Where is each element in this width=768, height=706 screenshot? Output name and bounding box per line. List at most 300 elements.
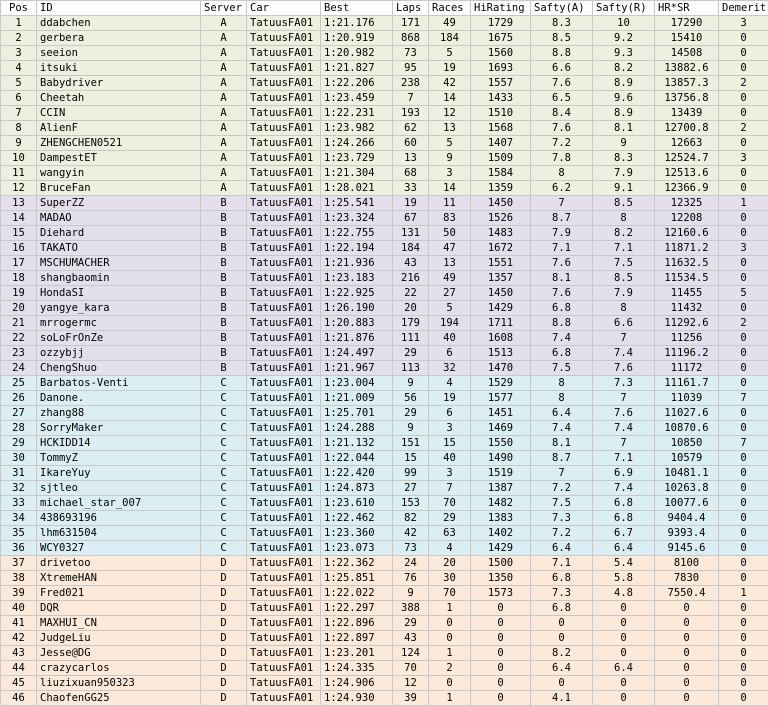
table-row bbox=[1, 226, 768, 241]
cell-safty-a: 7 bbox=[531, 466, 593, 481]
cell-car: TatuusFA01 bbox=[247, 46, 321, 61]
cell-best: 1:23.360 bbox=[321, 526, 393, 541]
cell-hirating: 1469 bbox=[471, 421, 531, 436]
cell-server: C bbox=[201, 466, 247, 481]
cell-safty-r: 7.1 bbox=[593, 241, 655, 256]
cell-hirating: 1577 bbox=[471, 391, 531, 406]
cell-server: A bbox=[201, 151, 247, 166]
cell-id: crazycarlos bbox=[37, 661, 201, 676]
table-row bbox=[1, 631, 768, 646]
cell-safty-r: 7.4 bbox=[593, 346, 655, 361]
cell-best: 1:21.132 bbox=[321, 436, 393, 451]
cell-laps: 99 bbox=[393, 466, 429, 481]
cell-car: TatuusFA01 bbox=[247, 451, 321, 466]
cell-server: A bbox=[201, 31, 247, 46]
cell-server: C bbox=[201, 376, 247, 391]
cell-races: 49 bbox=[429, 16, 471, 31]
cell-safty-r: 0 bbox=[593, 691, 655, 706]
cell-safty-a: 6.4 bbox=[531, 541, 593, 556]
cell-races: 13 bbox=[429, 256, 471, 271]
cell-hr-sr: 12663 bbox=[655, 136, 719, 151]
cell-id: sjtleo bbox=[37, 481, 201, 496]
cell-safty-a: 7.1 bbox=[531, 241, 593, 256]
col-header-hirating: HiRating bbox=[471, 1, 531, 16]
cell-pos: 22 bbox=[1, 331, 37, 346]
cell-laps: 9 bbox=[393, 421, 429, 436]
cell-safty-a: 7.5 bbox=[531, 361, 593, 376]
cell-pos: 18 bbox=[1, 271, 37, 286]
table-row bbox=[1, 166, 768, 181]
cell-safty-a: 7.3 bbox=[531, 586, 593, 601]
cell-id: ddabchen bbox=[37, 16, 201, 31]
cell-hirating: 1450 bbox=[471, 196, 531, 211]
cell-races: 4 bbox=[429, 376, 471, 391]
cell-demerit: 0 bbox=[719, 541, 768, 556]
cell-hirating: 1483 bbox=[471, 226, 531, 241]
cell-hr-sr: 0 bbox=[655, 691, 719, 706]
cell-best: 1:23.183 bbox=[321, 271, 393, 286]
cell-laps: 9 bbox=[393, 586, 429, 601]
cell-hirating: 1509 bbox=[471, 151, 531, 166]
cell-hr-sr: 13756.8 bbox=[655, 91, 719, 106]
cell-laps: 15 bbox=[393, 451, 429, 466]
cell-server: B bbox=[201, 271, 247, 286]
cell-demerit: 3 bbox=[719, 151, 768, 166]
cell-races: 5 bbox=[429, 301, 471, 316]
cell-id: BruceFan bbox=[37, 181, 201, 196]
cell-pos: 29 bbox=[1, 436, 37, 451]
cell-hirating: 1529 bbox=[471, 376, 531, 391]
cell-car: TatuusFA01 bbox=[247, 481, 321, 496]
cell-races: 0 bbox=[429, 616, 471, 631]
cell-safty-r: 7.5 bbox=[593, 256, 655, 271]
cell-demerit: 0 bbox=[719, 136, 768, 151]
cell-id: WCY0327 bbox=[37, 541, 201, 556]
cell-safty-r: 7 bbox=[593, 331, 655, 346]
cell-car: TatuusFA01 bbox=[247, 421, 321, 436]
cell-demerit: 1 bbox=[719, 196, 768, 211]
cell-server: C bbox=[201, 391, 247, 406]
cell-id: Cheetah bbox=[37, 91, 201, 106]
cell-races: 0 bbox=[429, 676, 471, 691]
cell-best: 1:22.462 bbox=[321, 511, 393, 526]
cell-demerit: 0 bbox=[719, 481, 768, 496]
cell-pos: 31 bbox=[1, 466, 37, 481]
cell-safty-a: 6.5 bbox=[531, 91, 593, 106]
cell-demerit: 0 bbox=[719, 256, 768, 271]
cell-pos: 37 bbox=[1, 556, 37, 571]
cell-hirating: 1513 bbox=[471, 346, 531, 361]
cell-races: 3 bbox=[429, 166, 471, 181]
table-row bbox=[1, 646, 768, 661]
cell-hirating: 1450 bbox=[471, 286, 531, 301]
cell-races: 194 bbox=[429, 316, 471, 331]
cell-best: 1:24.906 bbox=[321, 676, 393, 691]
cell-car: TatuusFA01 bbox=[247, 361, 321, 376]
cell-laps: 39 bbox=[393, 691, 429, 706]
cell-safty-r: 8.2 bbox=[593, 226, 655, 241]
cell-pos: 3 bbox=[1, 46, 37, 61]
cell-pos: 30 bbox=[1, 451, 37, 466]
cell-best: 1:22.896 bbox=[321, 616, 393, 631]
cell-pos: 38 bbox=[1, 571, 37, 586]
cell-hr-sr: 0 bbox=[655, 616, 719, 631]
col-header-hr-sr: HR*SR bbox=[655, 1, 719, 16]
table-row bbox=[1, 541, 768, 556]
cell-hr-sr: 10263.8 bbox=[655, 481, 719, 496]
cell-laps: 111 bbox=[393, 331, 429, 346]
cell-server: A bbox=[201, 46, 247, 61]
cell-hirating: 1357 bbox=[471, 271, 531, 286]
table-row bbox=[1, 406, 768, 421]
col-header-safty-a: Safty(A) bbox=[531, 1, 593, 16]
cell-safty-a: 8.5 bbox=[531, 31, 593, 46]
cell-pos: 8 bbox=[1, 121, 37, 136]
cell-server: A bbox=[201, 91, 247, 106]
cell-demerit: 0 bbox=[719, 211, 768, 226]
cell-safty-r: 6.6 bbox=[593, 316, 655, 331]
cell-safty-r: 6.9 bbox=[593, 466, 655, 481]
table-row bbox=[1, 586, 768, 601]
cell-laps: 73 bbox=[393, 541, 429, 556]
cell-best: 1:21.009 bbox=[321, 391, 393, 406]
cell-races: 40 bbox=[429, 331, 471, 346]
cell-best: 1:21.876 bbox=[321, 331, 393, 346]
cell-safty-a: 6.8 bbox=[531, 601, 593, 616]
cell-id: AlienF bbox=[37, 121, 201, 136]
cell-server: A bbox=[201, 166, 247, 181]
cell-laps: 70 bbox=[393, 661, 429, 676]
cell-id: shangbaomin bbox=[37, 271, 201, 286]
cell-pos: 39 bbox=[1, 586, 37, 601]
cell-safty-r: 7.9 bbox=[593, 286, 655, 301]
cell-car: TatuusFA01 bbox=[247, 286, 321, 301]
cell-id: Jesse@DG bbox=[37, 646, 201, 661]
cell-laps: 238 bbox=[393, 76, 429, 91]
cell-races: 40 bbox=[429, 451, 471, 466]
cell-laps: 42 bbox=[393, 526, 429, 541]
cell-laps: 24 bbox=[393, 556, 429, 571]
cell-server: D bbox=[201, 571, 247, 586]
table-row bbox=[1, 376, 768, 391]
cell-hr-sr: 11172 bbox=[655, 361, 719, 376]
cell-id: ChaofenGG25 bbox=[37, 691, 201, 706]
cell-demerit: 0 bbox=[719, 91, 768, 106]
cell-id: HondaSI bbox=[37, 286, 201, 301]
cell-demerit: 2 bbox=[719, 121, 768, 136]
cell-laps: 179 bbox=[393, 316, 429, 331]
cell-races: 6 bbox=[429, 406, 471, 421]
cell-best: 1:24.930 bbox=[321, 691, 393, 706]
cell-car: TatuusFA01 bbox=[247, 226, 321, 241]
cell-server: C bbox=[201, 511, 247, 526]
cell-races: 184 bbox=[429, 31, 471, 46]
cell-safty-a: 7.6 bbox=[531, 121, 593, 136]
cell-demerit: 7 bbox=[719, 391, 768, 406]
cell-server: C bbox=[201, 526, 247, 541]
cell-best: 1:22.044 bbox=[321, 451, 393, 466]
cell-id: MAXHUI_CN bbox=[37, 616, 201, 631]
cell-safty-a: 6.4 bbox=[531, 661, 593, 676]
cell-pos: 32 bbox=[1, 481, 37, 496]
cell-safty-r: 0 bbox=[593, 631, 655, 646]
cell-car: TatuusFA01 bbox=[247, 601, 321, 616]
cell-car: TatuusFA01 bbox=[247, 106, 321, 121]
cell-pos: 21 bbox=[1, 316, 37, 331]
table-row bbox=[1, 451, 768, 466]
cell-races: 5 bbox=[429, 46, 471, 61]
cell-server: A bbox=[201, 16, 247, 31]
table-row bbox=[1, 46, 768, 61]
cell-hr-sr: 11256 bbox=[655, 331, 719, 346]
cell-hr-sr: 0 bbox=[655, 631, 719, 646]
cell-hr-sr: 0 bbox=[655, 676, 719, 691]
cell-best: 1:24.335 bbox=[321, 661, 393, 676]
cell-laps: 19 bbox=[393, 196, 429, 211]
cell-safty-a: 6.8 bbox=[531, 571, 593, 586]
cell-demerit: 0 bbox=[719, 511, 768, 526]
cell-safty-r: 9 bbox=[593, 136, 655, 151]
cell-id: DampestET bbox=[37, 151, 201, 166]
table-row bbox=[1, 211, 768, 226]
cell-demerit: 0 bbox=[719, 571, 768, 586]
cell-best: 1:24.873 bbox=[321, 481, 393, 496]
cell-safty-a: 8.1 bbox=[531, 436, 593, 451]
cell-hr-sr: 0 bbox=[655, 646, 719, 661]
table-row bbox=[1, 271, 768, 286]
cell-car: TatuusFA01 bbox=[247, 241, 321, 256]
cell-demerit: 0 bbox=[719, 61, 768, 76]
cell-safty-r: 9.6 bbox=[593, 91, 655, 106]
cell-safty-r: 7.6 bbox=[593, 406, 655, 421]
cell-demerit: 0 bbox=[719, 271, 768, 286]
cell-safty-r: 8.5 bbox=[593, 196, 655, 211]
cell-hr-sr: 10579 bbox=[655, 451, 719, 466]
cell-races: 30 bbox=[429, 571, 471, 586]
cell-laps: 12 bbox=[393, 676, 429, 691]
cell-id: HCKIDD14 bbox=[37, 436, 201, 451]
cell-safty-r: 7.9 bbox=[593, 166, 655, 181]
cell-hirating: 1526 bbox=[471, 211, 531, 226]
cell-hirating: 1557 bbox=[471, 76, 531, 91]
cell-hr-sr: 10850 bbox=[655, 436, 719, 451]
cell-best: 1:20.982 bbox=[321, 46, 393, 61]
cell-car: TatuusFA01 bbox=[247, 436, 321, 451]
cell-pos: 10 bbox=[1, 151, 37, 166]
cell-best: 1:25.701 bbox=[321, 406, 393, 421]
table-row bbox=[1, 571, 768, 586]
cell-pos: 26 bbox=[1, 391, 37, 406]
table-row bbox=[1, 31, 768, 46]
table-row bbox=[1, 91, 768, 106]
cell-safty-r: 8.2 bbox=[593, 61, 655, 76]
cell-pos: 19 bbox=[1, 286, 37, 301]
cell-hirating: 1433 bbox=[471, 91, 531, 106]
cell-hr-sr: 15410 bbox=[655, 31, 719, 46]
cell-races: 14 bbox=[429, 181, 471, 196]
cell-best: 1:23.073 bbox=[321, 541, 393, 556]
cell-car: TatuusFA01 bbox=[247, 256, 321, 271]
cell-safty-r: 8.9 bbox=[593, 76, 655, 91]
cell-hirating: 1693 bbox=[471, 61, 531, 76]
cell-laps: 22 bbox=[393, 286, 429, 301]
cell-safty-r: 7.4 bbox=[593, 481, 655, 496]
cell-id: wangyin bbox=[37, 166, 201, 181]
cell-races: 1 bbox=[429, 691, 471, 706]
cell-demerit: 0 bbox=[719, 601, 768, 616]
cell-demerit: 0 bbox=[719, 676, 768, 691]
cell-laps: 56 bbox=[393, 391, 429, 406]
cell-best: 1:22.755 bbox=[321, 226, 393, 241]
cell-id: MADAO bbox=[37, 211, 201, 226]
cell-server: C bbox=[201, 436, 247, 451]
cell-safty-a: 7.6 bbox=[531, 76, 593, 91]
cell-laps: 29 bbox=[393, 406, 429, 421]
cell-safty-r: 9.1 bbox=[593, 181, 655, 196]
cell-races: 63 bbox=[429, 526, 471, 541]
cell-safty-r: 0 bbox=[593, 676, 655, 691]
cell-id: drivetoo bbox=[37, 556, 201, 571]
cell-hr-sr: 10870.6 bbox=[655, 421, 719, 436]
cell-laps: 216 bbox=[393, 271, 429, 286]
cell-demerit: 0 bbox=[719, 106, 768, 121]
cell-safty-a: 8.3 bbox=[531, 16, 593, 31]
cell-safty-r: 8.9 bbox=[593, 106, 655, 121]
cell-best: 1:21.936 bbox=[321, 256, 393, 271]
cell-server: C bbox=[201, 406, 247, 421]
cell-id: XtremeHAN bbox=[37, 571, 201, 586]
cell-safty-a: 0 bbox=[531, 631, 593, 646]
cell-pos: 2 bbox=[1, 31, 37, 46]
cell-hirating: 1407 bbox=[471, 136, 531, 151]
cell-safty-r: 4.8 bbox=[593, 586, 655, 601]
cell-safty-a: 7.4 bbox=[531, 331, 593, 346]
cell-hirating: 1402 bbox=[471, 526, 531, 541]
cell-best: 1:28.021 bbox=[321, 181, 393, 196]
cell-server: B bbox=[201, 316, 247, 331]
cell-demerit: 0 bbox=[719, 361, 768, 376]
cell-server: B bbox=[201, 361, 247, 376]
cell-server: D bbox=[201, 661, 247, 676]
cell-safty-r: 8 bbox=[593, 211, 655, 226]
cell-safty-r: 7 bbox=[593, 391, 655, 406]
cell-car: TatuusFA01 bbox=[247, 556, 321, 571]
cell-hirating: 1500 bbox=[471, 556, 531, 571]
cell-best: 1:22.231 bbox=[321, 106, 393, 121]
cell-pos: 45 bbox=[1, 676, 37, 691]
cell-safty-a: 7.2 bbox=[531, 526, 593, 541]
cell-pos: 42 bbox=[1, 631, 37, 646]
cell-hirating: 1482 bbox=[471, 496, 531, 511]
cell-car: TatuusFA01 bbox=[247, 691, 321, 706]
cell-server: B bbox=[201, 196, 247, 211]
cell-hr-sr: 12513.6 bbox=[655, 166, 719, 181]
cell-hirating: 1675 bbox=[471, 31, 531, 46]
cell-car: TatuusFA01 bbox=[247, 91, 321, 106]
cell-best: 1:22.897 bbox=[321, 631, 393, 646]
table-row bbox=[1, 526, 768, 541]
cell-races: 49 bbox=[429, 271, 471, 286]
cell-best: 1:23.610 bbox=[321, 496, 393, 511]
cell-hirating: 0 bbox=[471, 676, 531, 691]
cell-safty-a: 0 bbox=[531, 616, 593, 631]
cell-id: JudgeLiu bbox=[37, 631, 201, 646]
cell-safty-r: 10 bbox=[593, 16, 655, 31]
cell-server: D bbox=[201, 646, 247, 661]
cell-car: TatuusFA01 bbox=[247, 136, 321, 151]
cell-id: ChengShuo bbox=[37, 361, 201, 376]
cell-demerit: 0 bbox=[719, 421, 768, 436]
cell-laps: 68 bbox=[393, 166, 429, 181]
cell-server: D bbox=[201, 586, 247, 601]
cell-server: B bbox=[201, 211, 247, 226]
cell-pos: 46 bbox=[1, 691, 37, 706]
cell-server: D bbox=[201, 601, 247, 616]
cell-car: TatuusFA01 bbox=[247, 76, 321, 91]
cell-hr-sr: 13857.3 bbox=[655, 76, 719, 91]
cell-pos: 12 bbox=[1, 181, 37, 196]
cell-demerit: 0 bbox=[719, 301, 768, 316]
cell-id: SorryMaker bbox=[37, 421, 201, 436]
cell-safty-a: 7.6 bbox=[531, 286, 593, 301]
cell-server: C bbox=[201, 421, 247, 436]
cell-laps: 193 bbox=[393, 106, 429, 121]
cell-pos: 13 bbox=[1, 196, 37, 211]
cell-safty-a: 8.2 bbox=[531, 646, 593, 661]
cell-laps: 868 bbox=[393, 31, 429, 46]
cell-car: TatuusFA01 bbox=[247, 61, 321, 76]
cell-server: D bbox=[201, 556, 247, 571]
cell-hr-sr: 11534.5 bbox=[655, 271, 719, 286]
cell-best: 1:20.919 bbox=[321, 31, 393, 46]
table-row bbox=[1, 16, 768, 31]
cell-car: TatuusFA01 bbox=[247, 346, 321, 361]
cell-hr-sr: 11196.2 bbox=[655, 346, 719, 361]
cell-hirating: 1672 bbox=[471, 241, 531, 256]
table-row bbox=[1, 241, 768, 256]
cell-best: 1:23.324 bbox=[321, 211, 393, 226]
cell-hr-sr: 12160.6 bbox=[655, 226, 719, 241]
cell-laps: 95 bbox=[393, 61, 429, 76]
cell-demerit: 0 bbox=[719, 496, 768, 511]
cell-safty-a: 7.2 bbox=[531, 136, 593, 151]
cell-safty-a: 8.7 bbox=[531, 451, 593, 466]
cell-races: 0 bbox=[429, 631, 471, 646]
cell-hirating: 1383 bbox=[471, 511, 531, 526]
cell-races: 83 bbox=[429, 211, 471, 226]
cell-pos: 28 bbox=[1, 421, 37, 436]
cell-best: 1:21.967 bbox=[321, 361, 393, 376]
cell-laps: 29 bbox=[393, 346, 429, 361]
cell-id: CCIN bbox=[37, 106, 201, 121]
cell-laps: 184 bbox=[393, 241, 429, 256]
cell-hr-sr: 12325 bbox=[655, 196, 719, 211]
cell-best: 1:24.266 bbox=[321, 136, 393, 151]
cell-safty-a: 7.5 bbox=[531, 496, 593, 511]
cell-races: 7 bbox=[429, 481, 471, 496]
cell-races: 4 bbox=[429, 541, 471, 556]
cell-races: 1 bbox=[429, 601, 471, 616]
cell-server: B bbox=[201, 346, 247, 361]
cell-server: D bbox=[201, 691, 247, 706]
cell-races: 14 bbox=[429, 91, 471, 106]
cell-demerit: 0 bbox=[719, 661, 768, 676]
cell-safty-a: 8.7 bbox=[531, 211, 593, 226]
cell-demerit: 0 bbox=[719, 376, 768, 391]
cell-hr-sr: 0 bbox=[655, 661, 719, 676]
cell-hirating: 1470 bbox=[471, 361, 531, 376]
cell-server: B bbox=[201, 256, 247, 271]
